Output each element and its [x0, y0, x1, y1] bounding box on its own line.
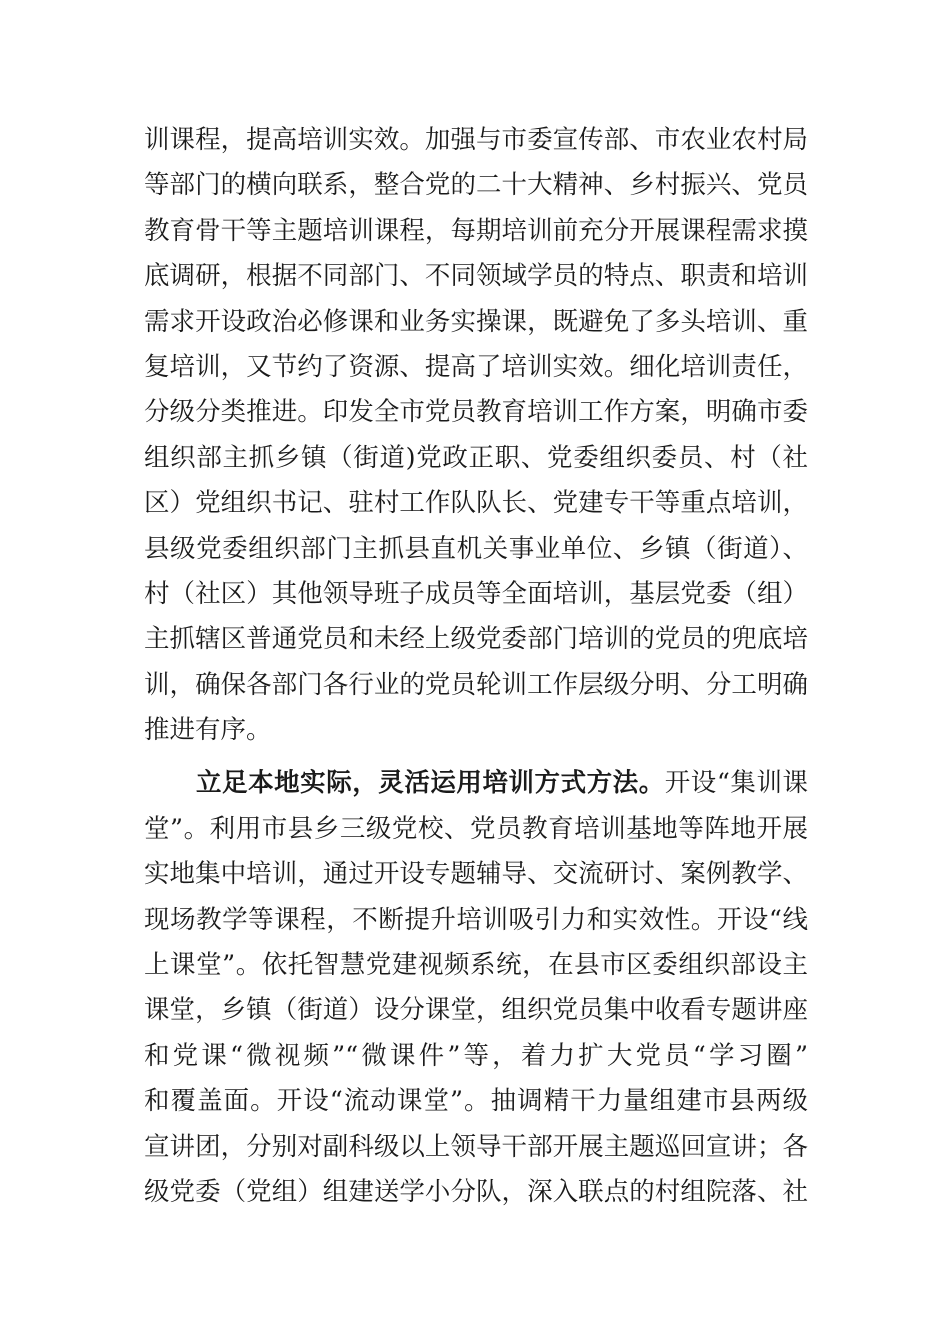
- text-line: 主抓辖区普通党员和未经上级党委部门培训的党员的兜底培: [144, 624, 808, 655]
- text-line: 堂”。利用市县乡三级党校、党员教育培训基地等阵地开展: [144, 813, 808, 844]
- text-line: 组织部主抓乡镇（街道)党政正职、党委组织委员、村（社: [144, 442, 808, 473]
- text-line: 等部门的横向联系，整合党的二十大精神、乡村振兴、党员: [144, 170, 808, 201]
- text-line: 分级分类推进。印发全市党员教育培训工作方案，明确市委: [144, 397, 808, 428]
- text-line: 现场教学等课程，不断提升培训吸引力和实效性。开设“线: [144, 904, 808, 935]
- document-page: [144, 118, 808, 1215]
- text-line: 和覆盖面。开设“流动课堂”。抽调精干力量组建市县两级: [144, 1086, 808, 1117]
- text-line: 训，确保各部门各行业的党员轮训工作层级分明、分工明确: [144, 669, 808, 700]
- paragraph-heading: 立足本地实际，灵活运用培训方式方法。: [196, 768, 665, 799]
- text-line: 复培训，又节约了资源、提高了培训实效。细化培训责任，: [144, 351, 808, 382]
- text-line: 教育骨干等主题培训课程，每期培训前充分开展课程需求摸: [144, 215, 808, 246]
- text-line: 区）党组织书记、驻村工作队队长、党建专干等重点培训，: [144, 488, 808, 519]
- text-line: 县级党委组织部门主抓县直机关事业单位、乡镇（街道）、: [144, 533, 808, 564]
- text-line: 实地集中培训，通过开设专题辅导、交流研讨、案例教学、: [144, 859, 808, 890]
- text-line: 上课堂”。依托智慧党建视频系统，在县市区委组织部设主: [144, 950, 808, 981]
- text-line: 级党委（党组）组建送学小分队，深入联点的村组院落、社: [144, 1176, 808, 1207]
- paragraph-training-methods: [144, 761, 808, 1215]
- text-line: 和党课“微视频”“微课件”等，着力扩大党员“学习圈”: [144, 1040, 808, 1071]
- text-line: 底调研，根据不同部门、不同领域学员的特点、职责和培训: [144, 261, 808, 292]
- text-line: 宣讲团，分别对副科级以上领导干部开展主题巡回宣讲；各: [144, 1131, 808, 1162]
- text-line: 需求开设政治必修课和业务实操课，既避免了多头培训、重: [144, 306, 808, 337]
- heading-continuation: 开设“集训课: [664, 768, 808, 799]
- text-line: 课堂，乡镇（街道）设分课堂，组织党员集中收看专题讲座: [144, 995, 808, 1026]
- paragraph-first-line: [144, 761, 808, 806]
- paragraph-training-responsibility: [144, 118, 808, 753]
- text-line: 训课程，提高培训实效。加强与市委宣传部、市农业农村局: [144, 125, 808, 155]
- text-line-last: 推进有序。: [144, 715, 272, 746]
- text-line: 村（社区）其他领导班子成员等全面培训，基层党委（组）: [144, 578, 808, 609]
